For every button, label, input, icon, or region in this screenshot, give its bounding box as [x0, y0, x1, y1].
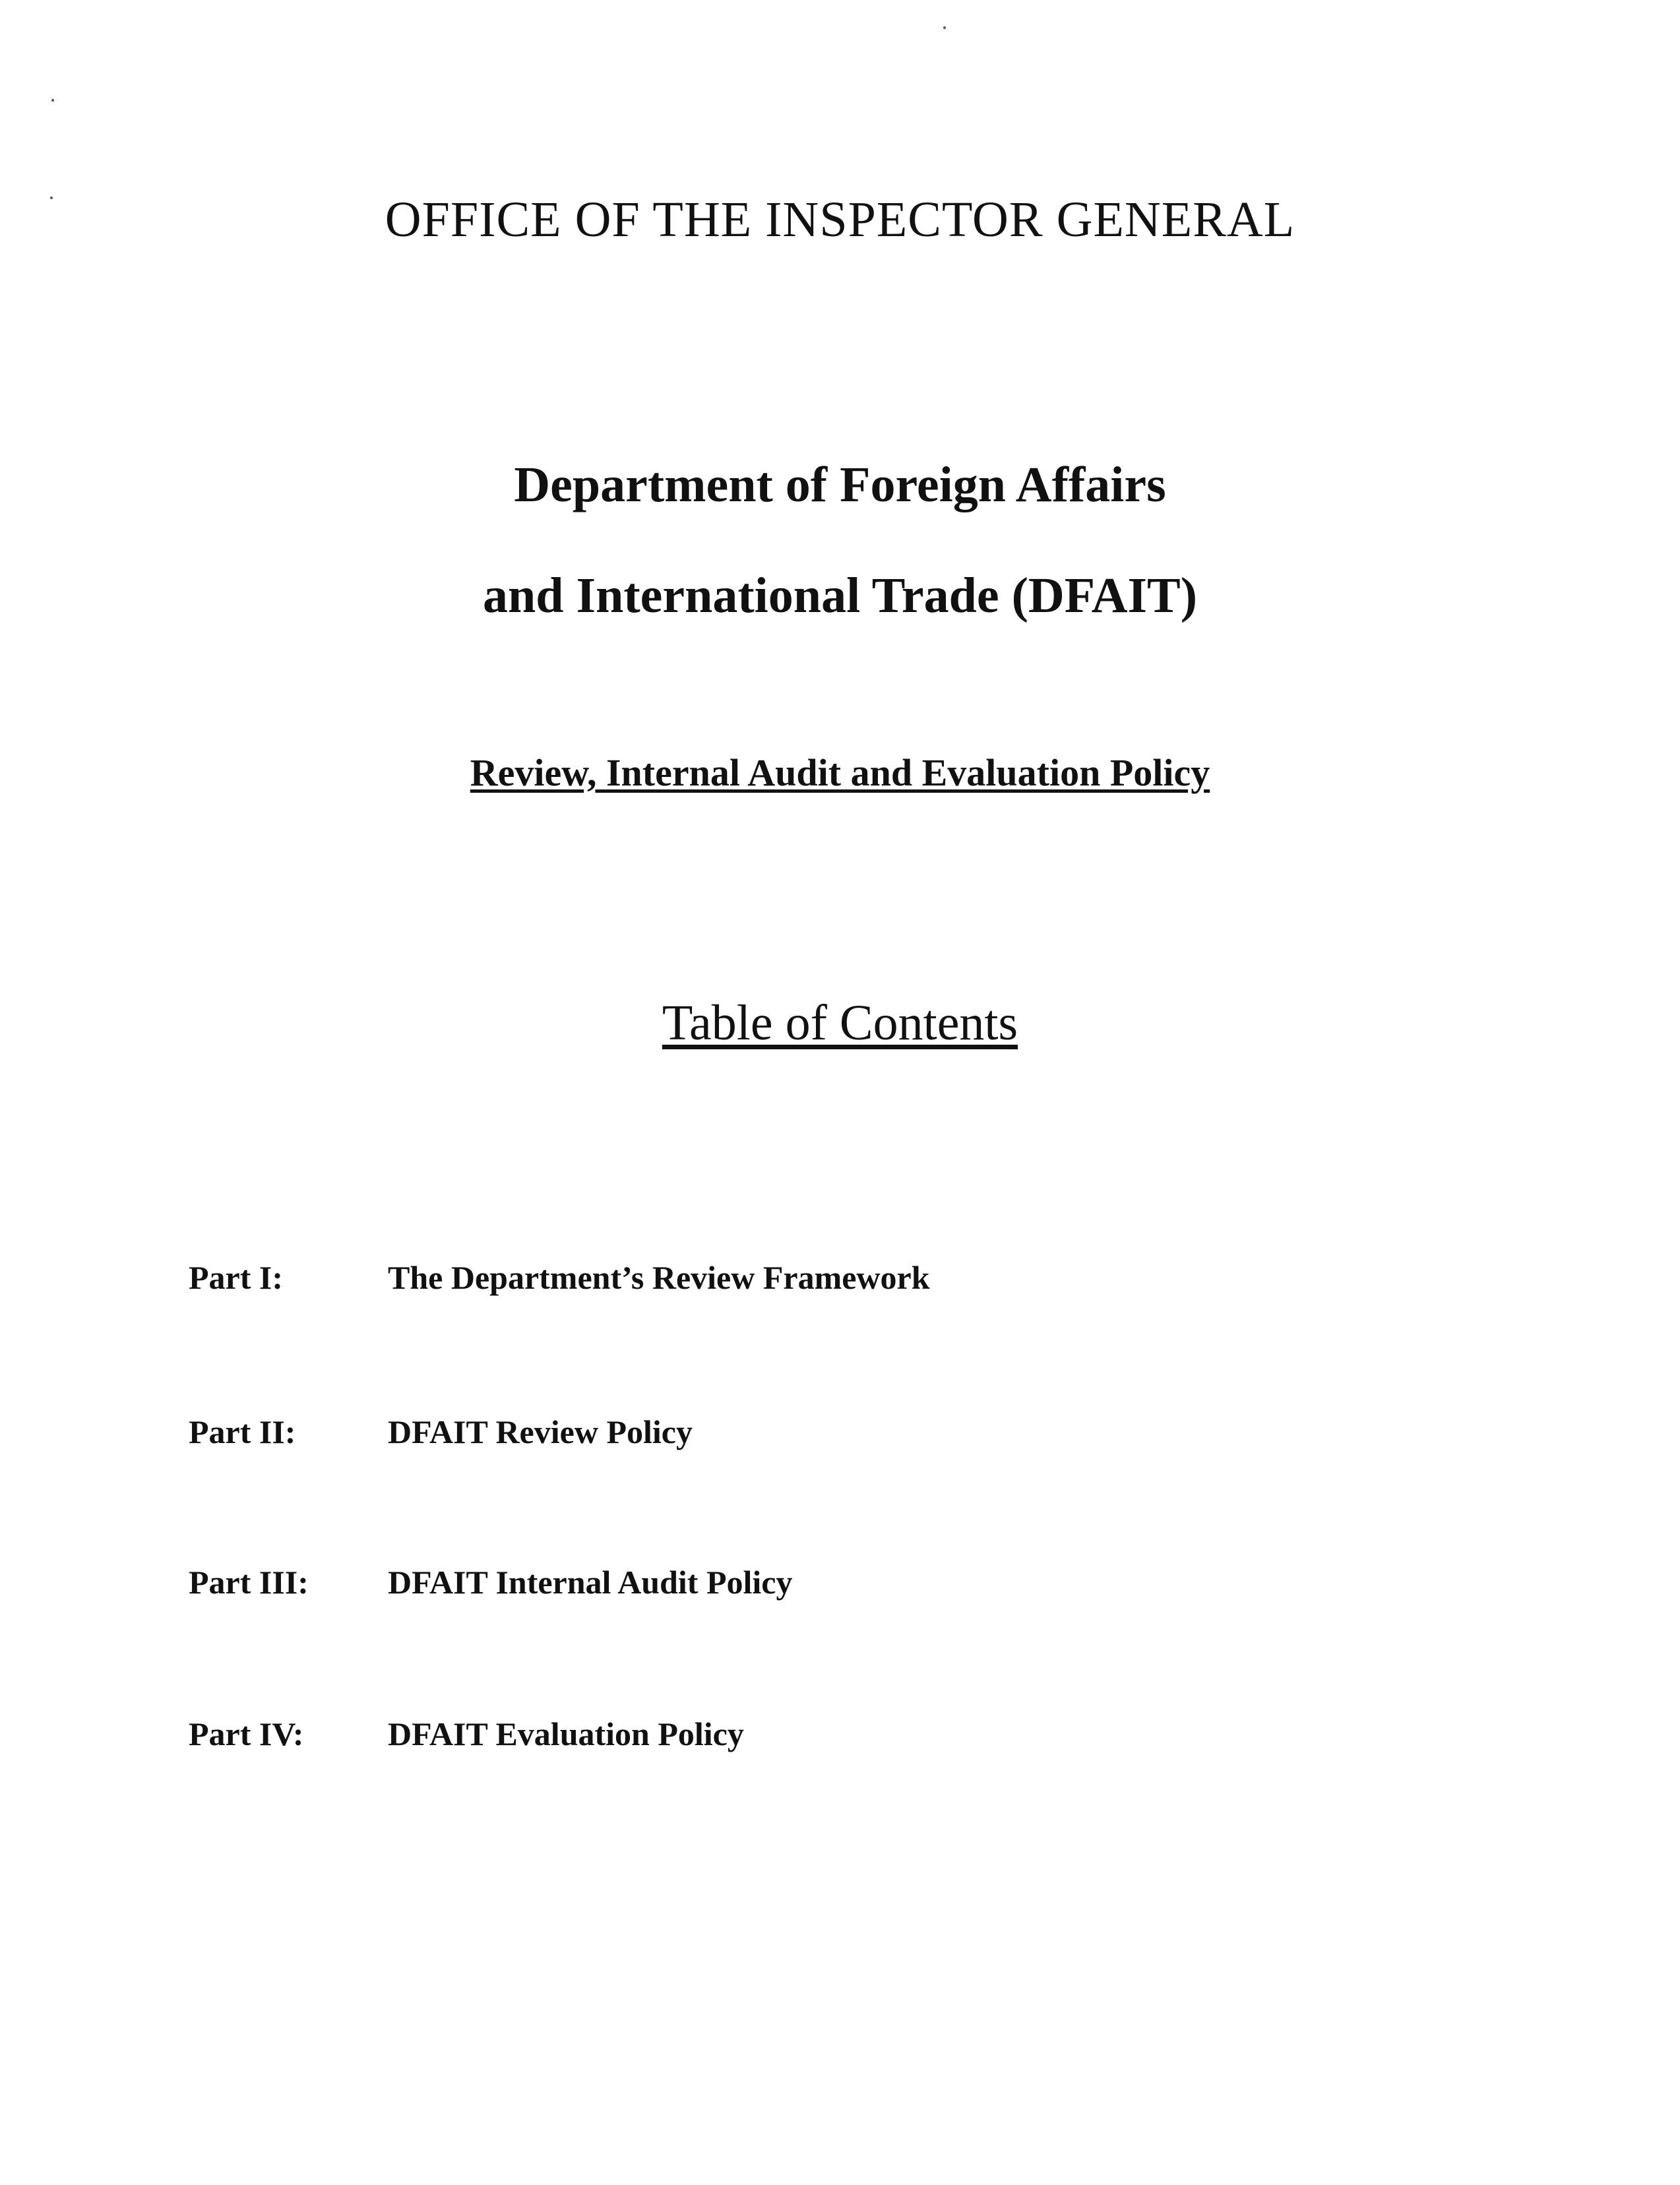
office-title: OFFICE OF THE INSPECTOR GENERAL [385, 192, 1295, 247]
toc-part-label: Part I: [189, 1259, 283, 1296]
toc-part-title: DFAIT Evaluation Policy [388, 1715, 744, 1752]
toc-part-title: DFAIT Review Policy [388, 1413, 693, 1450]
toc-part-label: Part IV: [189, 1715, 304, 1752]
toc-part-label: Part II: [189, 1413, 296, 1450]
toc-part-title: DFAIT Internal Audit Policy [388, 1564, 793, 1601]
toc-item [189, 1715, 1376, 1761]
toc-item [189, 1563, 1376, 1609]
department-name-line-2: and International Trade (DFAIT) [482, 568, 1198, 623]
scan-speck [51, 99, 54, 102]
toc-item [189, 1413, 1376, 1459]
scan-speck [943, 26, 946, 29]
department-name-line-1: Department of Foreign Affairs [514, 457, 1166, 512]
toc-part-label: Part III: [189, 1564, 309, 1601]
policy-title: Review, Internal Audit and Evaluation Policy [470, 751, 1210, 794]
toc-item [189, 1258, 1376, 1305]
toc-heading: Table of Contents [662, 995, 1018, 1051]
toc-part-title: The Department’s Review Framework [388, 1259, 930, 1296]
